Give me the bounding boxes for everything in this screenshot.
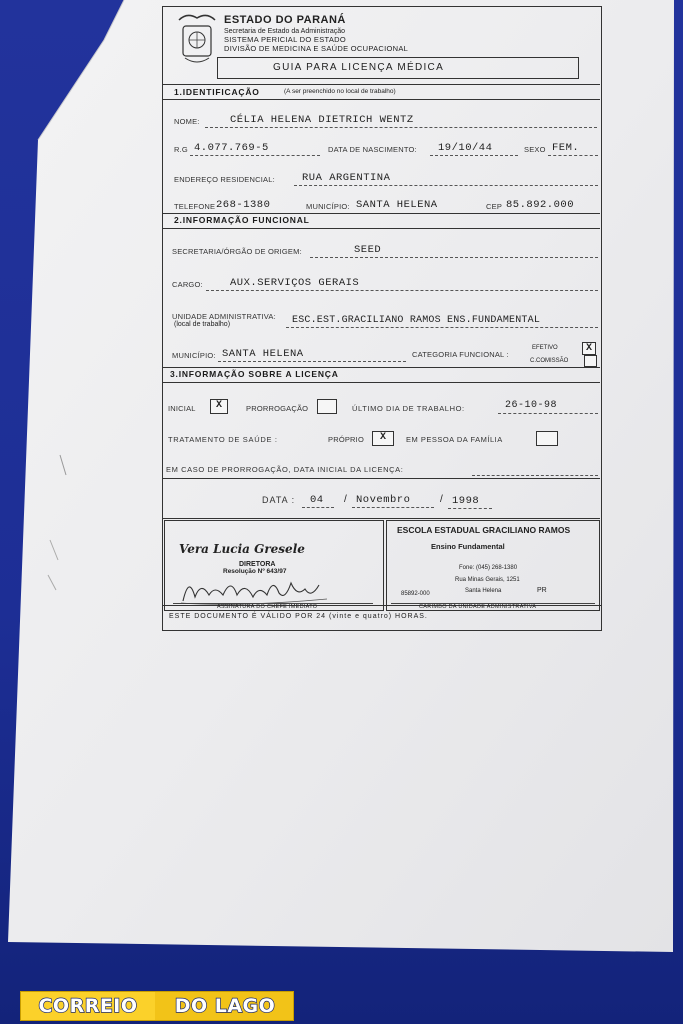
correio-do-lago-logo [20, 991, 294, 1021]
handwritten-signature [179, 568, 329, 607]
municipio-value: SANTA HELENA [356, 199, 438, 211]
nome-value: CÉLIA HELENA DIETRICH WENTZ [230, 114, 414, 126]
cargo-label: CARGO: [172, 280, 203, 289]
municipio2-value: SANTA HELENA [222, 348, 304, 360]
divider [162, 382, 600, 383]
nome-line [205, 127, 597, 129]
ultimo-dia-value: 26-10-98 [505, 400, 558, 411]
unidade-label: UNIDADE ADMINISTRATIVA: [172, 312, 276, 321]
cargo-line [206, 290, 598, 292]
rg-label: R.G [174, 145, 188, 154]
signature-caption: ASSINATURA DO CHEFE IMEDIATO [217, 604, 318, 610]
efetivo-checkbox[interactable]: X [582, 342, 596, 355]
comissao-checkbox[interactable] [584, 355, 597, 367]
ultimo-dia-label: ÚLTIMO DIA DE TRABALHO: [352, 404, 465, 413]
efetivo-label: EFETIVO [532, 345, 558, 351]
coat-of-arms-icon [177, 12, 217, 68]
cep-label: CEP [486, 202, 503, 211]
stamp-caption: CARIMBO DA UNIDADE ADMINISTRATIVA [419, 604, 537, 610]
data-month: Novembro [356, 494, 411, 506]
data-year-line [448, 508, 492, 510]
endereco-line [294, 185, 598, 187]
logo-part1: CORREIO [21, 992, 155, 1020]
header-line1: Secretaria de Estado da Administração [224, 28, 346, 35]
logo-part2: DO LAGO [174, 995, 276, 1017]
categoria-label: CATEGORIA FUNCIONAL : [412, 350, 509, 359]
header-state: ESTADO DO PARANÁ [224, 14, 346, 26]
caso-prorrogacao-line [472, 475, 598, 477]
section3-title: 3.INFORMAÇÃO SOBRE A LICENÇA [170, 369, 339, 379]
ultimo-dia-line [498, 413, 598, 415]
nascimento-line [430, 155, 518, 157]
date-slash: / [344, 494, 347, 505]
date-slash: / [440, 494, 443, 505]
stamp-cep: 85892-000 [401, 591, 430, 597]
signature-box [164, 520, 384, 611]
header-line3: DIVISÃO DE MEDICINA E SAÚDE OCUPACIONAL [224, 44, 409, 53]
divider [162, 213, 600, 214]
stamp-school: ESCOLA ESTADUAL GRACILIANO RAMOS [397, 525, 571, 535]
municipio2-line [218, 361, 406, 363]
endereco-value: RUA ARGENTINA [302, 172, 391, 184]
unidade-value: ESC.EST.GRACILIANO RAMOS ENS.FUNDAMENTAL [292, 315, 541, 326]
tratamento-label: TRATAMENTO DE SAÚDE : [168, 435, 278, 444]
proprio-label: PRÓPRIO [328, 435, 364, 444]
data-day-line [302, 507, 334, 509]
school-stamp [386, 520, 600, 611]
footer-box [162, 604, 602, 631]
header-line2: SISTEMA PERICIAL DO ESTADO [224, 35, 346, 44]
divider [162, 518, 600, 519]
secretaria-label: SECRETARIA/ÓRGÃO DE ORIGEM: [172, 247, 302, 256]
section1-note: (A ser preenchido no local de trabalho) [284, 88, 396, 95]
nascimento-label: DATA DE NASCIMENTO: [328, 145, 417, 154]
endereco-label: ENDEREÇO RESIDENCIAL: [174, 175, 275, 184]
telefone-value: 268-1380 [216, 199, 271, 211]
section2-title: 2.INFORMAÇÃO FUNCIONAL [174, 215, 310, 225]
stamp-city: Santa Helena [465, 588, 502, 594]
sexo-label: SEXO [524, 145, 546, 154]
stamp-uf: PR [537, 587, 547, 594]
telefone-label: TELEFONE [174, 202, 216, 211]
divider [162, 367, 600, 368]
sexo-value: FEM. [552, 142, 580, 154]
medical-leave-form [160, 6, 602, 634]
divider [162, 228, 600, 229]
rg-value: 4.077.769-5 [194, 142, 269, 154]
cep-value: 85.892.000 [506, 199, 575, 211]
municipio2-label: MUNICÍPIO: [172, 351, 216, 360]
stamp-address: Rua Minas Gerais, 1251 [455, 577, 520, 583]
divider [162, 84, 600, 85]
prorrogacao-checkbox[interactable] [317, 399, 337, 414]
nome-label: NOME: [174, 117, 200, 126]
municipio-label: MUNICÍPIO: [306, 202, 350, 211]
caso-prorrogacao-label: EM CASO DE PRORROGAÇÃO, DATA INICIAL DA LICENÇA: [166, 465, 404, 474]
divider [162, 99, 600, 100]
footer-validity: ESTE DOCUMENTO É VÁLIDO POR 24 (vinte e quatro) HORAS. [169, 613, 428, 620]
cargo-value: AUX.SERVIÇOS GERAIS [230, 277, 360, 289]
form-title: GUIA PARA LICENÇA MÉDICA [273, 62, 445, 73]
signature-name: Vera Lucia Gresele [179, 542, 305, 556]
signature-role: DIRETORA [239, 561, 276, 568]
stamp-phone: Fone: (045) 268-1380 [459, 565, 518, 571]
rg-line [190, 155, 320, 157]
unidade-line [286, 327, 598, 329]
data-label: DATA : [262, 495, 296, 505]
data-day: 04 [310, 494, 324, 506]
inicial-label: INICIAL [168, 404, 196, 413]
section1-title: 1.IDENTIFICAÇÃO [174, 87, 260, 97]
prorrogacao-label: PRORROGAÇÃO [246, 404, 309, 413]
unidade-sublabel: (local de trabalho) [174, 321, 231, 328]
divider [162, 478, 600, 479]
familia-label: EM PESSOA DA FAMÍLIA [406, 435, 503, 444]
form-title-box [217, 57, 579, 79]
secretaria-value: SEED [354, 244, 382, 256]
data-month-line [352, 507, 434, 509]
data-year: 1998 [452, 495, 480, 507]
secretaria-line [310, 257, 598, 259]
nascimento-value: 19/10/44 [438, 142, 493, 154]
signature-resolution: Resolução Nº 643/97 [223, 568, 287, 575]
comissao-label: C.COMISSÃO [530, 358, 569, 364]
proprio-checkbox[interactable]: X [372, 431, 394, 446]
familia-checkbox[interactable] [536, 431, 558, 446]
inicial-checkbox[interactable]: X [210, 399, 228, 414]
stamp-level: Ensino Fundamental [431, 542, 505, 551]
sexo-line [548, 155, 598, 157]
